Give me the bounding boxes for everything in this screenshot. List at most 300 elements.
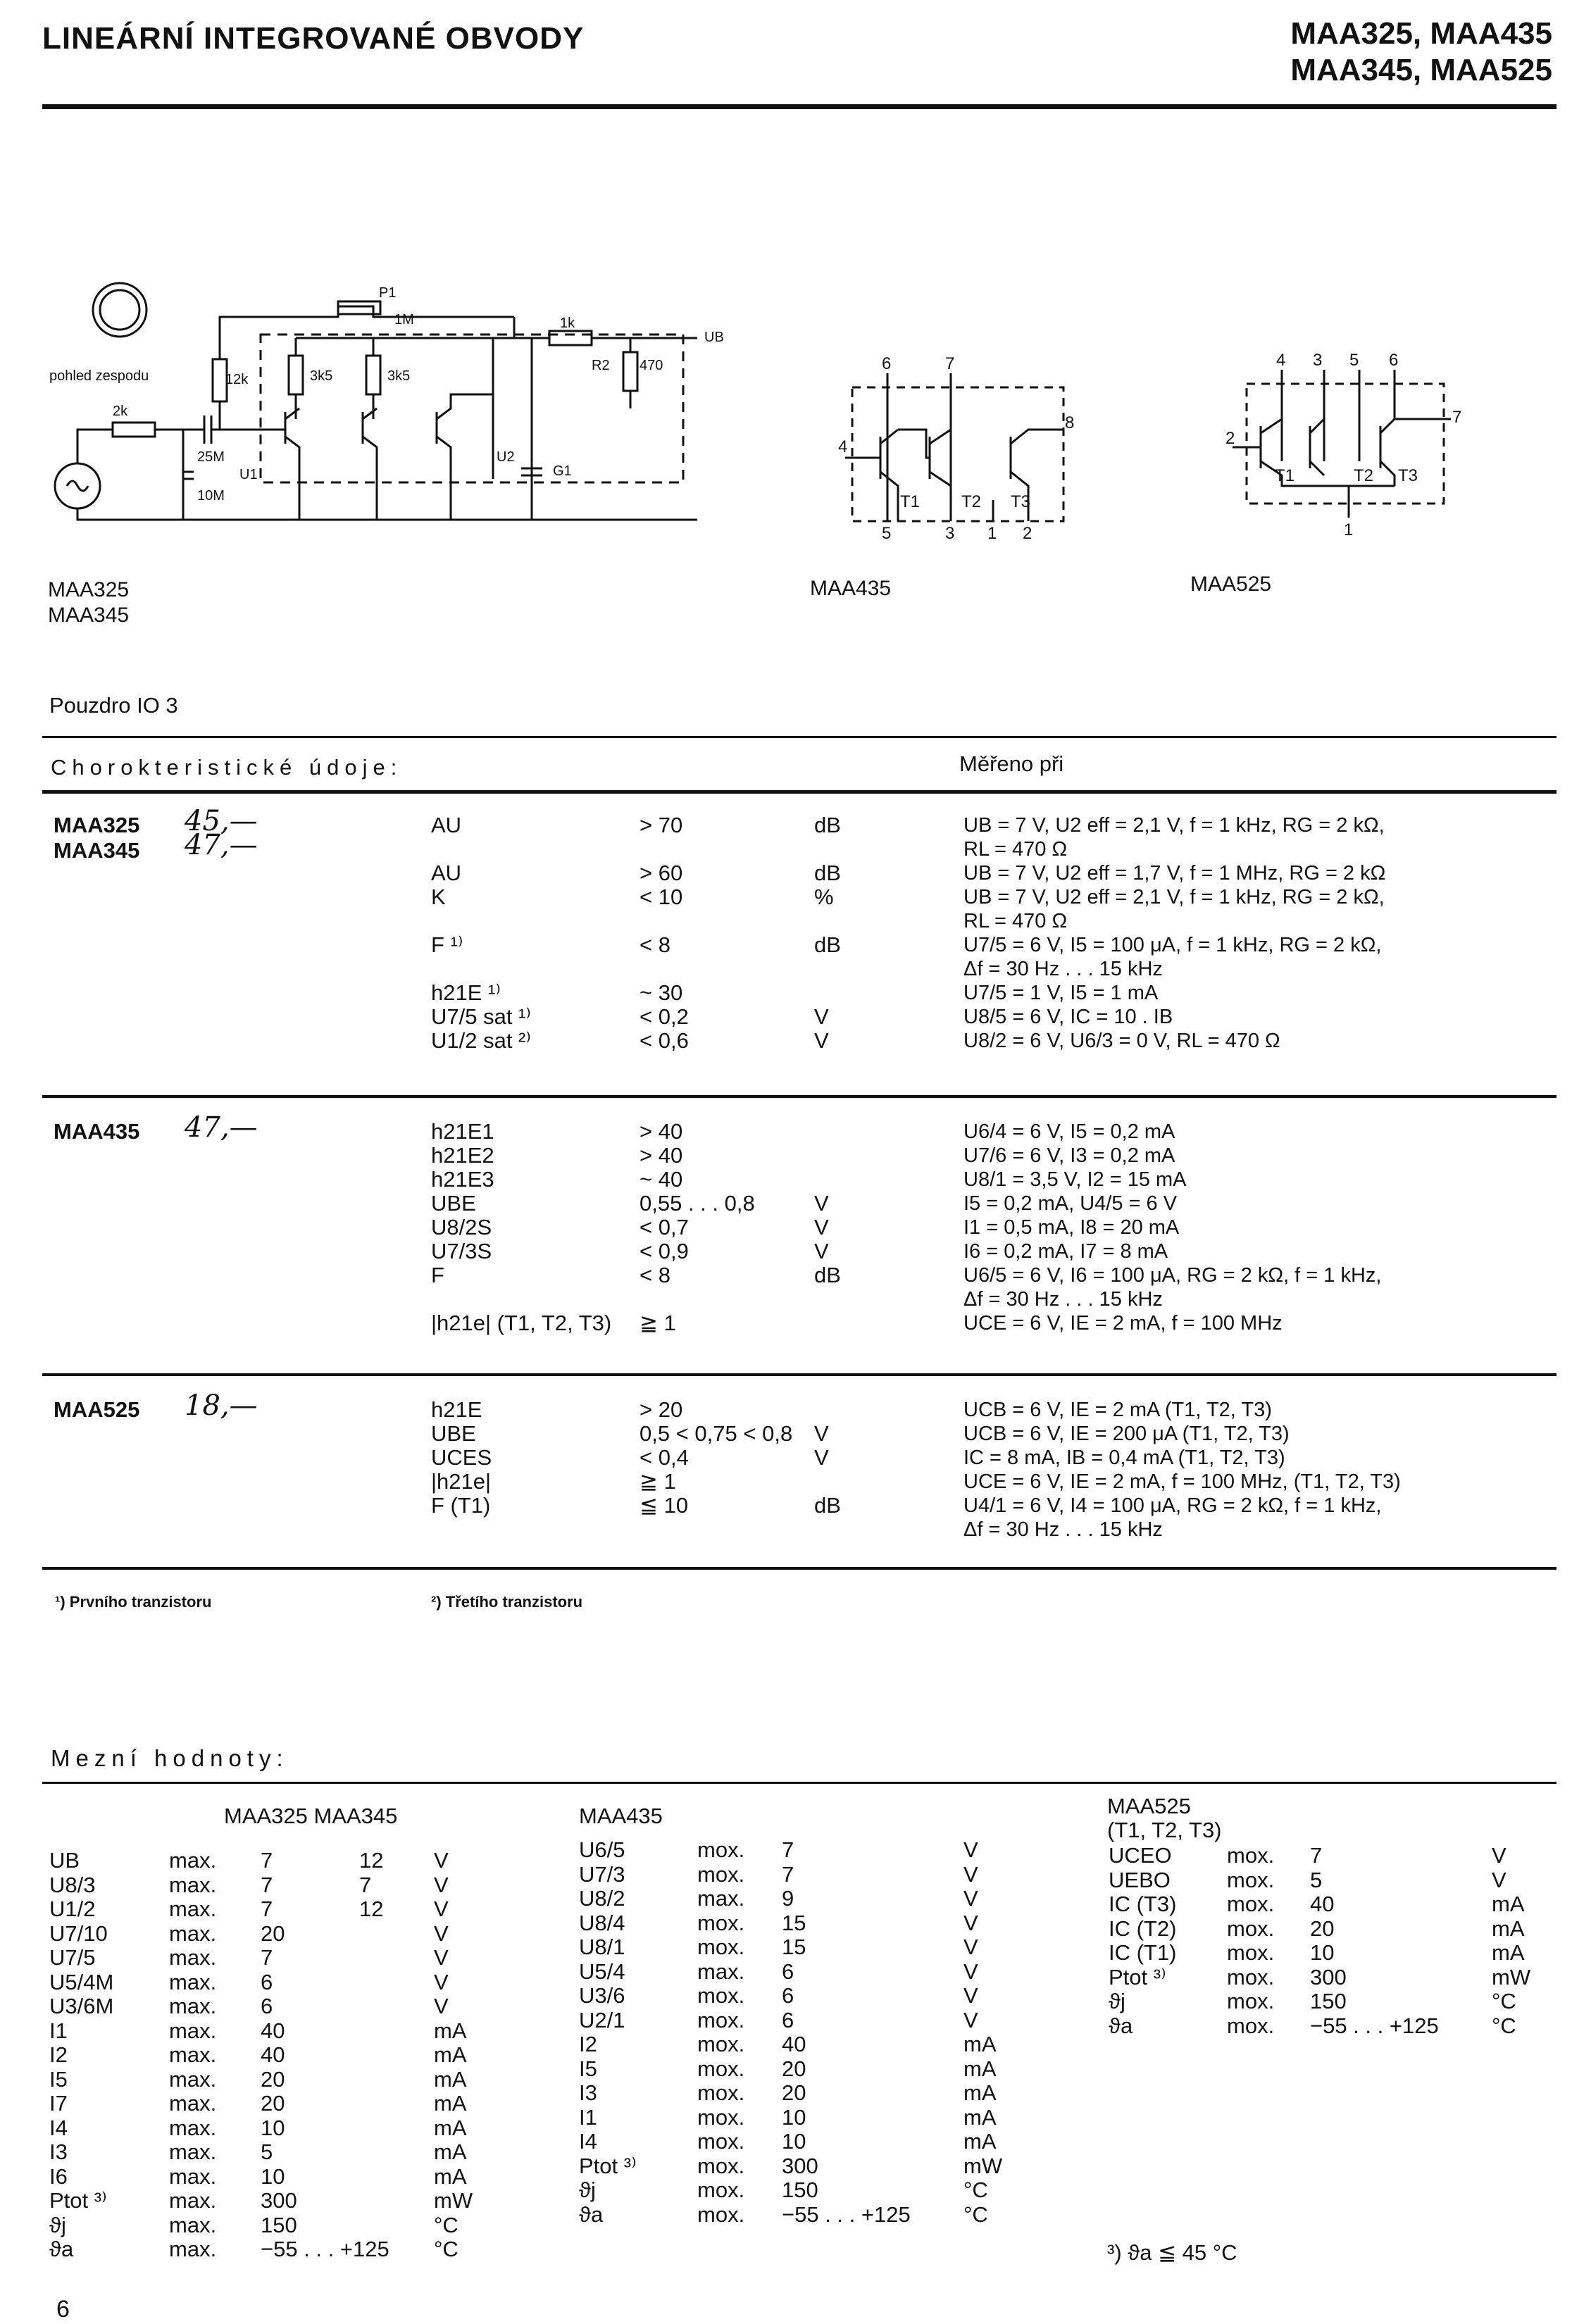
handwritten-price: 47,— bbox=[185, 1111, 258, 1144]
limit-unit: V bbox=[434, 1872, 449, 1897]
param-value: ~ 30 bbox=[640, 980, 683, 1005]
maa435-pinout bbox=[838, 354, 1078, 543]
limit-symbol: I4 bbox=[49, 2115, 68, 2140]
param-value: 0,55 . . . 0,8 bbox=[640, 1191, 755, 1216]
param-condition: U7/6 = 6 V, I3 = 0,2 mA bbox=[963, 1144, 1175, 1167]
limit-symbol: U7/10 bbox=[49, 1920, 108, 1946]
limit-unit: °C bbox=[434, 2237, 458, 2261]
param-value: < 0,9 bbox=[640, 1239, 689, 1263]
param-symbol: U7/5 sat ¹⁾ bbox=[431, 1004, 531, 1029]
limit-symbol: ϑj bbox=[49, 2212, 66, 2237]
limit-symbol: U8/3 bbox=[49, 1872, 96, 1897]
param-unit: V bbox=[814, 1445, 829, 1470]
limit-symbol: UB bbox=[49, 1848, 80, 1873]
param-symbol: AU bbox=[431, 861, 462, 885]
limit-symbol: U7/3 bbox=[579, 1861, 625, 1887]
param-unit: V bbox=[814, 1421, 829, 1446]
limit-max-label: mox. bbox=[1227, 1843, 1275, 1868]
limit-unit: °C bbox=[963, 2178, 988, 2202]
limit-unit: mA bbox=[963, 2056, 997, 2081]
limit-max-label: mox. bbox=[697, 2201, 745, 2227]
param-condition: I5 = 0,2 mA, U4/5 = 6 V bbox=[963, 1192, 1178, 1215]
svg-text:3: 3 bbox=[1313, 351, 1323, 370]
svg-text:7: 7 bbox=[1452, 408, 1462, 427]
param-value: < 8 bbox=[640, 1263, 670, 1287]
svg-text:5: 5 bbox=[882, 524, 892, 543]
limit-symbol: I1 bbox=[49, 2018, 68, 2043]
limits-col3-title: MAA525 bbox=[1107, 1794, 1191, 1818]
svg-text:6: 6 bbox=[882, 354, 892, 373]
limit-unit: mW bbox=[963, 2153, 1003, 2178]
param-symbol: AU bbox=[431, 813, 462, 837]
limit-max-label: max. bbox=[697, 1886, 745, 1911]
limit-unit: mA bbox=[1492, 1916, 1525, 1941]
limit-value: −55 . . . +125 bbox=[782, 2201, 911, 2227]
svg-text:1: 1 bbox=[987, 524, 997, 543]
param-condition: UCB = 6 V, IE = 200 μA (T1, T2, T3) bbox=[963, 1423, 1290, 1445]
limit-value: 20 bbox=[782, 2080, 806, 2105]
limit-symbol: ϑj bbox=[579, 2178, 596, 2202]
limit-symbol: ϑa bbox=[49, 2237, 74, 2261]
limit-value: 150 bbox=[1310, 1989, 1347, 2013]
param-symbol: UCES bbox=[431, 1445, 492, 1470]
limit-value-maa325: 7 bbox=[261, 1872, 273, 1897]
limit-value-maa325: 40 bbox=[261, 2018, 285, 2043]
limit-symbol: I4 bbox=[579, 2129, 597, 2154]
limit-max-label: max. bbox=[169, 2163, 217, 2189]
footnote-1: ¹) Prvního tranzistoru bbox=[55, 1593, 212, 1611]
limit-value: 5 bbox=[1310, 1867, 1323, 1892]
param-unit: dB bbox=[814, 813, 841, 837]
limit-symbol: U8/2 bbox=[579, 1886, 625, 1911]
svg-text:T2: T2 bbox=[961, 492, 982, 511]
limit-max-label: mox. bbox=[697, 2178, 745, 2202]
limit-symbol: U5/4M bbox=[49, 1969, 114, 1994]
param-value: > 40 bbox=[640, 1119, 683, 1144]
part-numbers-line2: MAA345, MAA525 bbox=[1290, 53, 1552, 87]
svg-text:T3: T3 bbox=[1398, 466, 1418, 485]
limit-unit: mA bbox=[963, 2032, 997, 2056]
characteristics-heading: Chorokteristické údoje: bbox=[51, 755, 403, 780]
page-number: 6 bbox=[56, 2296, 70, 2323]
limit-unit: mA bbox=[1492, 1940, 1525, 1965]
part-numbers-line1: MAA325, MAA435 bbox=[1290, 16, 1552, 51]
limit-max-label: max. bbox=[697, 1958, 745, 1984]
group-separator-rule bbox=[42, 1373, 1557, 1376]
group-name: MAA435 bbox=[54, 1119, 140, 1144]
param-value: < 0,7 bbox=[640, 1215, 689, 1239]
param-condition: UB = 7 V, U2 eff = 2,1 V, f = 1 kHz, RG = 2 kΩ, bbox=[963, 886, 1385, 908]
limit-max-label: mox. bbox=[697, 1837, 745, 1862]
svg-text:P1: P1 bbox=[379, 285, 397, 301]
param-symbol: U1/2 sat ²⁾ bbox=[431, 1028, 531, 1053]
param-condition: UCE = 6 V, IE = 2 mA, f = 100 MHz bbox=[963, 1312, 1283, 1335]
limit-symbol: ϑa bbox=[1109, 2013, 1133, 2038]
svg-text:3k5: 3k5 bbox=[387, 368, 411, 384]
param-condition: UB = 7 V, U2 eff = 1,7 V, f = 1 MHz, RG = 2 kΩ bbox=[963, 862, 1386, 885]
limit-unit: V bbox=[434, 1969, 449, 1994]
svg-text:8: 8 bbox=[1065, 413, 1075, 432]
footnote-2: ²) Třetího tranzistoru bbox=[431, 1593, 583, 1611]
limit-unit: mW bbox=[1492, 1964, 1531, 1989]
group-name: MAA345 bbox=[54, 838, 140, 863]
limit-value-maa325: 5 bbox=[261, 2139, 273, 2164]
limit-unit: °C bbox=[963, 2201, 988, 2227]
svg-text:25M: 25M bbox=[197, 449, 225, 465]
param-value: > 40 bbox=[640, 1143, 683, 1168]
limit-value: 9 bbox=[782, 1886, 794, 1911]
param-symbol: h21E bbox=[431, 1397, 482, 1422]
limit-symbol: I7 bbox=[49, 2091, 68, 2116]
limits-footnote-3: ³) ϑa ≦ 45 °C bbox=[1107, 2240, 1237, 2265]
limit-unit: V bbox=[963, 1935, 978, 1959]
svg-text:1k: 1k bbox=[560, 316, 575, 331]
limit-symbol: IC (T1) bbox=[1109, 1940, 1177, 1965]
limit-max-label: mox. bbox=[697, 1935, 745, 1959]
limit-unit: °C bbox=[1492, 1989, 1516, 2013]
limit-value: 10 bbox=[782, 2104, 806, 2130]
limit-value-maa325: 20 bbox=[261, 2091, 285, 2116]
svg-text:6: 6 bbox=[1389, 351, 1399, 370]
limit-unit: V bbox=[1492, 1867, 1506, 1892]
limit-value: 10 bbox=[1310, 1940, 1335, 1965]
limit-max-label: mox. bbox=[697, 1983, 745, 2008]
limit-value-maa325: 300 bbox=[261, 2188, 297, 2213]
param-unit: V bbox=[814, 1004, 829, 1029]
limit-unit: mA bbox=[1492, 1892, 1525, 1916]
limit-max-label: max. bbox=[169, 1920, 217, 1946]
limit-unit: mA bbox=[963, 2129, 997, 2154]
limit-symbol: U3/6 bbox=[579, 1983, 625, 2008]
param-symbol: h21E3 bbox=[431, 1167, 494, 1192]
svg-text:2: 2 bbox=[1225, 429, 1235, 448]
param-value: < 10 bbox=[640, 885, 683, 909]
limits-col3-subtitle: (T1, T2, T3) bbox=[1107, 1818, 1222, 1842]
package-label: Pouzdro IO 3 bbox=[49, 693, 178, 718]
limit-unit: V bbox=[434, 1897, 449, 1921]
limit-value-maa325: 20 bbox=[261, 1920, 285, 1946]
group-separator-rule bbox=[42, 1095, 1557, 1098]
figure-label-maa345: MAA345 bbox=[48, 604, 130, 627]
param-value: < 0,4 bbox=[640, 1445, 689, 1470]
param-symbol: h21E1 bbox=[431, 1119, 494, 1144]
limit-symbol: Ptot ³⁾ bbox=[1109, 1964, 1166, 1989]
source-wire bbox=[77, 430, 113, 463]
limit-max-label: max. bbox=[169, 2018, 217, 2043]
limit-unit: V bbox=[434, 1920, 449, 1946]
limit-value-maa345: 12 bbox=[359, 1897, 384, 1921]
group-name: MAA525 bbox=[54, 1397, 140, 1422]
limit-value: 7 bbox=[782, 1837, 794, 1862]
figure-label-maa525: MAA525 bbox=[1190, 573, 1272, 596]
limit-symbol: IC (T2) bbox=[1109, 1916, 1177, 1941]
svg-text:4: 4 bbox=[1276, 351, 1286, 370]
limit-value-maa325: 20 bbox=[261, 2066, 285, 2092]
limit-unit: V bbox=[963, 1983, 978, 2008]
limit-symbol: Ptot ³⁾ bbox=[579, 2153, 637, 2178]
param-condition: U7/5 = 1 V, I5 = 1 mA bbox=[963, 982, 1159, 1004]
limit-max-label: max. bbox=[169, 2091, 217, 2116]
limit-max-label: mox. bbox=[697, 2080, 745, 2105]
limit-symbol: I5 bbox=[49, 2066, 68, 2092]
limits-heading: Mezní hodnoty: bbox=[51, 1745, 289, 1771]
limit-max-label: max. bbox=[169, 2139, 217, 2164]
limit-max-label: mox. bbox=[697, 2129, 745, 2154]
param-value: > 60 bbox=[640, 861, 683, 885]
limit-symbol: U6/5 bbox=[579, 1837, 625, 1862]
limit-value: 10 bbox=[782, 2129, 806, 2154]
limit-symbol: U8/4 bbox=[579, 1910, 625, 1935]
limit-max-label: mox. bbox=[697, 1910, 745, 1935]
limit-unit: mA bbox=[434, 2042, 467, 2067]
limit-symbol: I3 bbox=[49, 2139, 68, 2164]
limit-symbol: I3 bbox=[579, 2080, 597, 2105]
param-condition: U8/1 = 3,5 V, I2 = 15 mA bbox=[963, 1168, 1187, 1191]
limit-unit: mA bbox=[434, 2163, 467, 2189]
limit-value: −55 . . . +125 bbox=[1310, 2013, 1439, 2038]
handwritten-price: 45,— bbox=[185, 805, 258, 837]
limit-symbol: U5/4 bbox=[579, 1958, 625, 1984]
limit-value-maa325: −55 . . . +125 bbox=[261, 2237, 389, 2261]
limit-value-maa325: 7 bbox=[261, 1945, 273, 1970]
limit-value-maa325: 150 bbox=[261, 2212, 297, 2237]
limit-value: 15 bbox=[782, 1935, 806, 1959]
param-condition: RL = 470 Ω bbox=[963, 838, 1068, 861]
param-condition: U4/1 = 6 V, I4 = 100 μA, RG = 2 kΩ, f = 1 kHz, bbox=[963, 1494, 1382, 1517]
svg-text:7: 7 bbox=[945, 354, 955, 373]
limit-max-label: mox. bbox=[1227, 2013, 1275, 2038]
param-unit: dB bbox=[814, 1263, 841, 1287]
limit-max-label: mox. bbox=[1227, 1940, 1275, 1965]
param-unit: V bbox=[814, 1215, 829, 1239]
param-value: ~ 40 bbox=[640, 1167, 683, 1192]
limits-col2-header: MAA435 bbox=[579, 1804, 663, 1828]
param-symbol: UBE bbox=[431, 1421, 476, 1446]
limit-unit: V bbox=[434, 1945, 449, 1970]
limit-unit: mA bbox=[434, 2091, 467, 2116]
limit-max-label: max. bbox=[169, 2188, 217, 2213]
param-unit: V bbox=[814, 1239, 829, 1263]
limit-value-maa325: 7 bbox=[261, 1848, 273, 1873]
header-rule bbox=[42, 104, 1557, 109]
svg-text:5: 5 bbox=[1349, 351, 1359, 370]
limit-value: 40 bbox=[782, 2032, 806, 2056]
limit-unit: mA bbox=[963, 2080, 997, 2105]
param-condition: Δf = 30 Hz . . . 15 kHz bbox=[963, 1288, 1163, 1311]
limit-unit: V bbox=[963, 1910, 978, 1935]
svg-text:R2: R2 bbox=[592, 358, 610, 373]
limit-max-label: mox. bbox=[1227, 1892, 1275, 1916]
limit-value: 6 bbox=[782, 1958, 794, 1984]
limit-unit: °C bbox=[1492, 2013, 1516, 2038]
param-symbol: F (T1) bbox=[431, 1493, 491, 1518]
limit-unit: mA bbox=[963, 2104, 997, 2130]
limit-max-label: max. bbox=[169, 2212, 217, 2237]
limit-symbol: I5 bbox=[579, 2056, 597, 2081]
svg-text:10M: 10M bbox=[197, 488, 225, 504]
limit-max-label: mox. bbox=[697, 2104, 745, 2130]
limit-value: 150 bbox=[782, 2178, 818, 2202]
limit-value-maa325: 40 bbox=[261, 2042, 285, 2067]
svg-text:1M: 1M bbox=[394, 312, 414, 327]
limit-symbol: U3/6M bbox=[49, 1994, 114, 2018]
param-condition: Δf = 30 Hz . . . 15 kHz bbox=[963, 958, 1163, 980]
limit-unit: V bbox=[963, 1886, 978, 1911]
limit-max-label: max. bbox=[169, 1872, 217, 1897]
figure-label-left bbox=[48, 577, 129, 628]
handwritten-price: 47,— bbox=[185, 829, 258, 861]
limit-max-label: mox. bbox=[1227, 1964, 1275, 1989]
limit-max-label: max. bbox=[169, 2066, 217, 2092]
param-symbol: U7/3S bbox=[431, 1239, 492, 1263]
limit-value-maa325: 10 bbox=[261, 2163, 285, 2189]
limit-unit: V bbox=[1492, 1843, 1506, 1868]
param-unit: V bbox=[814, 1028, 829, 1053]
param-symbol: |h21e| bbox=[431, 1469, 492, 1494]
limit-value: 20 bbox=[1310, 1916, 1335, 1941]
svg-text:470: 470 bbox=[640, 358, 663, 373]
param-condition: U6/5 = 6 V, I6 = 100 μA, RG = 2 kΩ, f = 1 kHz, bbox=[963, 1264, 1382, 1287]
param-symbol: U8/2S bbox=[431, 1215, 492, 1239]
param-condition: U8/2 = 6 V, U6/3 = 0 V, RL = 470 Ω bbox=[963, 1030, 1280, 1052]
limit-symbol: I6 bbox=[49, 2163, 68, 2189]
limit-max-label: mox. bbox=[697, 2032, 745, 2056]
limit-max-label: mox. bbox=[1227, 1989, 1275, 2013]
limit-max-label: max. bbox=[169, 1945, 217, 1970]
param-symbol: K bbox=[431, 885, 446, 909]
limit-unit: mW bbox=[434, 2188, 473, 2213]
param-value: < 8 bbox=[640, 932, 670, 957]
svg-text:2: 2 bbox=[1023, 524, 1033, 543]
limit-symbol: U7/5 bbox=[49, 1945, 96, 1970]
limit-symbol: UEBO bbox=[1109, 1867, 1171, 1892]
limit-max-label: mox. bbox=[1227, 1867, 1275, 1892]
limit-value-maa325: 6 bbox=[261, 1994, 273, 2018]
param-value: > 70 bbox=[640, 813, 683, 837]
limit-max-label: max. bbox=[169, 1969, 217, 1994]
pin-view-label: pohled zespodu bbox=[49, 368, 149, 384]
param-value: ≧ 1 bbox=[640, 1469, 676, 1494]
param-value: < 0,6 bbox=[640, 1028, 689, 1053]
limit-unit: V bbox=[963, 1958, 978, 1984]
limit-symbol: I2 bbox=[579, 2032, 597, 2056]
param-value: > 20 bbox=[640, 1397, 683, 1422]
handwritten-price: 18,— bbox=[185, 1389, 258, 1422]
limit-unit: V bbox=[434, 1848, 449, 1873]
limit-symbol: I2 bbox=[49, 2042, 68, 2067]
param-condition: RL = 470 Ω bbox=[963, 910, 1068, 932]
limit-unit: V bbox=[963, 1861, 978, 1887]
limit-unit: V bbox=[963, 2007, 978, 2032]
param-value: < 0,2 bbox=[640, 1004, 689, 1029]
limit-max-label: mox. bbox=[1227, 1916, 1275, 1941]
param-condition: I1 = 0,5 mA, I8 = 20 mA bbox=[963, 1216, 1180, 1239]
limit-max-label: max. bbox=[169, 1994, 217, 2018]
param-symbol: UBE bbox=[431, 1191, 476, 1216]
param-condition: UCB = 6 V, IE = 2 mA (T1, T2, T3) bbox=[963, 1399, 1272, 1421]
param-symbol: |h21e| (T1, T2, T3) bbox=[431, 1311, 612, 1335]
limits-col3-header bbox=[1107, 1794, 1222, 1842]
svg-text:4: 4 bbox=[838, 437, 848, 456]
limit-symbol: ϑj bbox=[1109, 1989, 1125, 2013]
limit-max-label: mox. bbox=[697, 2153, 745, 2178]
svg-text:UB: UB bbox=[704, 330, 724, 345]
limit-max-label: max. bbox=[169, 2237, 217, 2261]
param-value: 0,5 < 0,75 < 0,8 bbox=[640, 1421, 793, 1446]
param-value: ≧ 1 bbox=[640, 1311, 676, 1335]
param-symbol: F ¹⁾ bbox=[431, 932, 463, 957]
param-value: ≦ 10 bbox=[640, 1493, 689, 1518]
param-condition: U8/5 = 6 V, IC = 10 . IB bbox=[963, 1006, 1173, 1028]
svg-text:T3: T3 bbox=[1011, 492, 1031, 511]
characteristics-header-rule bbox=[42, 790, 1557, 794]
limit-value: 6 bbox=[782, 2007, 794, 2032]
limit-symbol: UCEO bbox=[1109, 1843, 1172, 1868]
limit-value: 7 bbox=[1310, 1843, 1323, 1868]
svg-text:T1: T1 bbox=[1275, 466, 1295, 485]
figure-label-maa325: MAA325 bbox=[48, 578, 130, 601]
part-numbers bbox=[1290, 15, 1552, 89]
measured-heading: Měřeno při bbox=[959, 751, 1064, 776]
limit-value: 300 bbox=[782, 2153, 818, 2178]
svg-text:G1: G1 bbox=[553, 463, 572, 479]
maa325-schematic bbox=[42, 268, 747, 535]
group-name: MAA325 bbox=[54, 813, 140, 837]
param-unit: dB bbox=[814, 932, 841, 957]
page-title: LINEÁRNÍ INTEGROVANÉ OBVODY bbox=[42, 21, 585, 56]
limit-unit: °C bbox=[434, 2212, 458, 2237]
limit-value: 7 bbox=[782, 1861, 794, 1887]
param-condition: IC = 8 mA, IB = 0,4 mA (T1, T2, T3) bbox=[963, 1447, 1285, 1469]
limit-max-label: max. bbox=[169, 2115, 217, 2140]
param-condition: I6 = 0,2 mA, I7 = 8 mA bbox=[963, 1240, 1168, 1263]
limit-max-label: max. bbox=[169, 2042, 217, 2067]
limit-max-label: max. bbox=[169, 1897, 217, 1921]
svg-text:12k: 12k bbox=[225, 372, 249, 387]
param-condition: Δf = 30 Hz . . . 15 kHz bbox=[963, 1518, 1163, 1541]
figure-label-maa435: MAA435 bbox=[810, 577, 892, 600]
characteristics-top-rule bbox=[42, 736, 1557, 738]
param-symbol: h21E ¹⁾ bbox=[431, 980, 501, 1005]
svg-text:3: 3 bbox=[945, 524, 955, 543]
param-unit: dB bbox=[814, 861, 841, 885]
limit-unit: mA bbox=[434, 2139, 467, 2164]
limit-symbol: I1 bbox=[579, 2104, 597, 2130]
limit-value: 15 bbox=[782, 1910, 806, 1935]
limit-value-maa345: 7 bbox=[359, 1872, 372, 1897]
svg-text:1: 1 bbox=[1344, 520, 1354, 539]
svg-text:U1: U1 bbox=[239, 467, 258, 482]
limit-value-maa325: 10 bbox=[261, 2115, 285, 2140]
svg-text:T2: T2 bbox=[1354, 466, 1374, 485]
limit-value-maa325: 7 bbox=[261, 1897, 273, 1921]
limit-unit: V bbox=[434, 1994, 449, 2018]
param-condition: UB = 7 V, U2 eff = 2,1 V, f = 1 kHz, RG = 2 kΩ, bbox=[963, 814, 1385, 837]
svg-text:3k5: 3k5 bbox=[310, 368, 333, 384]
svg-text:2k: 2k bbox=[113, 404, 128, 419]
limit-symbol: IC (T3) bbox=[1109, 1892, 1177, 1916]
param-unit: V bbox=[814, 1191, 829, 1216]
limit-unit: mA bbox=[434, 2066, 467, 2092]
limit-max-label: mox. bbox=[697, 2007, 745, 2032]
param-condition: U7/5 = 6 V, I5 = 100 μA, f = 1 kHz, RG = 2 kΩ, bbox=[963, 934, 1382, 956]
limit-max-label: mox. bbox=[697, 2056, 745, 2081]
limit-symbol: U2/1 bbox=[579, 2007, 625, 2032]
param-condition: UCE = 6 V, IE = 2 mA, f = 100 MHz, (T1, T2, T3) bbox=[963, 1470, 1401, 1493]
param-symbol: h21E2 bbox=[431, 1143, 494, 1168]
limit-unit: V bbox=[963, 1837, 978, 1862]
param-unit: % bbox=[814, 885, 834, 909]
